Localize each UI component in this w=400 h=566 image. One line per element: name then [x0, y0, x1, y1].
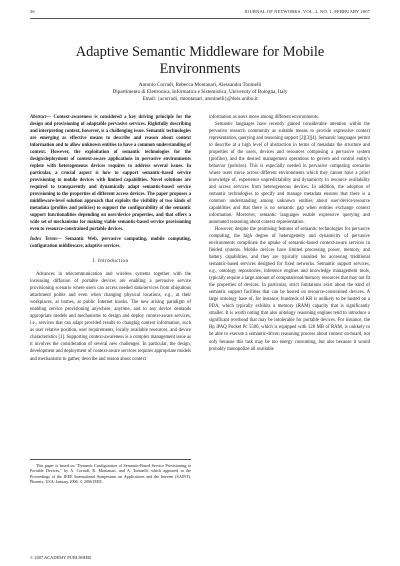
abstract-text: Context-awareness is considered a key driving principle for the design and provisioning of adaptable pervasive services. Rightfully describing and interpreting context, however, is a challenging issue. Semantic technologies are emerging as effective means to describe and reason about context information and to allow unknown entities to have a common understanding of context. However, the exploitation of semantic technologies for the design/deployment of context-aware applications in pervasive environments replete with heterogeneous devices requires to address several issues. In particular, a crucial aspect is how to support semantic-based service provisioning to mobile devices with limited capabilities. Novel solutions are required to transparently and dynamically adapt semantic-based service provisioning to the properties of different access devices. The paper proposes a middleware-level solution approach that exploits the visibility of two kinds of metadata (profiles and policies) to support the configurability of the semantic support functionalities depending on user/device properties, and that offers a wide set of mechanisms for making viable semantic-based service provisioning even to resource-constrained portable devices. — [30, 115, 191, 233]
right-column — [209, 114, 370, 353]
paper-title — [40, 44, 360, 77]
author-email: Email: {acorradi, rmontanari, atoninelli}@deis.unibo.it — [142, 96, 258, 102]
footnote-text: This paper is based on "Dynamic Configuration of Semantic-Based Service Provisioning to Portable Devices," by A. Corradi, R. Montanari, and A. Toninelli, which appeared in the Proceedings of the IEEE International Symposium on Applications and the Internet (SAINT), Phoenix, USA, January 2006. © 2006 IEEE. — [30, 463, 191, 485]
page-number: 36 — [30, 9, 35, 14]
section-heading-introduction: I. Introduction — [92, 258, 129, 265]
left-column — [30, 114, 191, 363]
paper-title-line2: Environments — [159, 60, 241, 77]
journal-name: JOURNAL OF NETWORKS, VOL. 2, NO. 1, FEBRUARY 2007 — [244, 9, 370, 14]
header-rule — [30, 18, 370, 19]
copyright-notice: © 2007 ACADEMY PUBLISHER — [30, 555, 92, 560]
author-affiliation: Dipartimento di Elettronica, Informatica e Sistemistica, University of Bologna, Italy — [112, 89, 288, 95]
footnote — [30, 459, 191, 485]
body-paragraph: However, despite the promising features of semantic technologies for pervasive computing, the high degree of heterogeneity and dynamicity of pervasive environments complicate the uptake of semantic-based context-aware services in fielded systems. Mobile devices have limited processing power, memory, and battery capabilities, and they are typically unsuited for accessing traditional semantic-based services designed for fixed networks. Semantic support services, e.g., ontology repositories, inference engines and knowledge management tools, typically require a large amount of computational/memory resources that may not fit the properties of devices. In particular, strict limitations exist about the kind of semantic support facilities that can be hosted on resource-constrained devices. A large ontology base of, for instance, hundreds of KB is unlikely to be hosted on a PDA, which typically exhibits a memory (RAM) capacity that is significantly smaller. It is worth noting that also ontology reasoning engines tend to introduce a significant overhead that may be intolerable for portable devices. For instance, the Hp iPAQ Pocket Pc 5500, which is equipped with 128 MB of RAM, is unlikely to be able to execute a semantic-driven reasoning process about context on-board, not only because this task may be too energy consuming, but also because it would probably monopolize all available — [209, 227, 370, 352]
index-terms-label: Index Terms— — [30, 237, 62, 243]
running-header — [30, 9, 370, 17]
author-block — [40, 82, 360, 103]
body-paragraph: Advances in telecommunication and wireless systems together with the increasing diffusion of portable devices are enabling a pervasive service provisioning scenario where users can access needed data/services from ubiquitous attachment points and even when changing physical locations, e.g., at their workplaces, at homes, at public Internet kiosks. The new arising paradigm of enabling service provisioning anywhere, anytime, and to any device demands appropriate models and mechanisms to design and deploy context-aware services, i.e., services that can adapt provided results to changing context information, such as user relative position, user requirements, locally available resources, and device characteristics [1]. Supporting context-awareness is a complex management issue as it involves the consideration of several new challenges. In particular, the design, development and deployment of context-aware services requires appropriate models and mechanisms to gather, describe and reason about context — [30, 272, 191, 362]
abstract-label: Abstract— — [30, 115, 52, 120]
paper-title-line1: Adaptive Semantic Middleware for Mobile — [75, 44, 325, 60]
abstract — [30, 114, 191, 233]
index-terms-text: Semantic Web, pervasive computing, mobile computing, configuration middleware, adaptive services. — [30, 237, 191, 250]
author-names: Antonio Corradi, Rebecca Montanari, Alessandra Toninelli — [138, 82, 262, 88]
body-paragraph: Semantic languages have recently gained considerable attention within the pervasive research community as suitable means to provide expressive context representation, querying and reasoning support [2][3][4]. Semantic languages permit to describe at a high level of abstraction in terms of metadata the structure and properties of the users, devices and resources composing a pervasive system (profiles), and the desired management operations to govern and control entity's behavior (policies). This is especially needed in pervasive computing scenarios where users move across different environments which they cannot have a priori knowledge of, experience unpredictability and dynamicity in resource availability and access services from heterogeneous devices. In addition, the adoption of semantic technologies to specify and manage metadata ensures that there is a common understanding among unknown entities about user/device/resource capabilities and that there is no semantic gap when entities exchange context information. Moreover, semantic languages enable expressive querying and automated reasoning about context representation. — [209, 122, 370, 226]
body-paragraph: information as users move among different environments. — [209, 115, 320, 120]
index-terms — [30, 236, 191, 250]
